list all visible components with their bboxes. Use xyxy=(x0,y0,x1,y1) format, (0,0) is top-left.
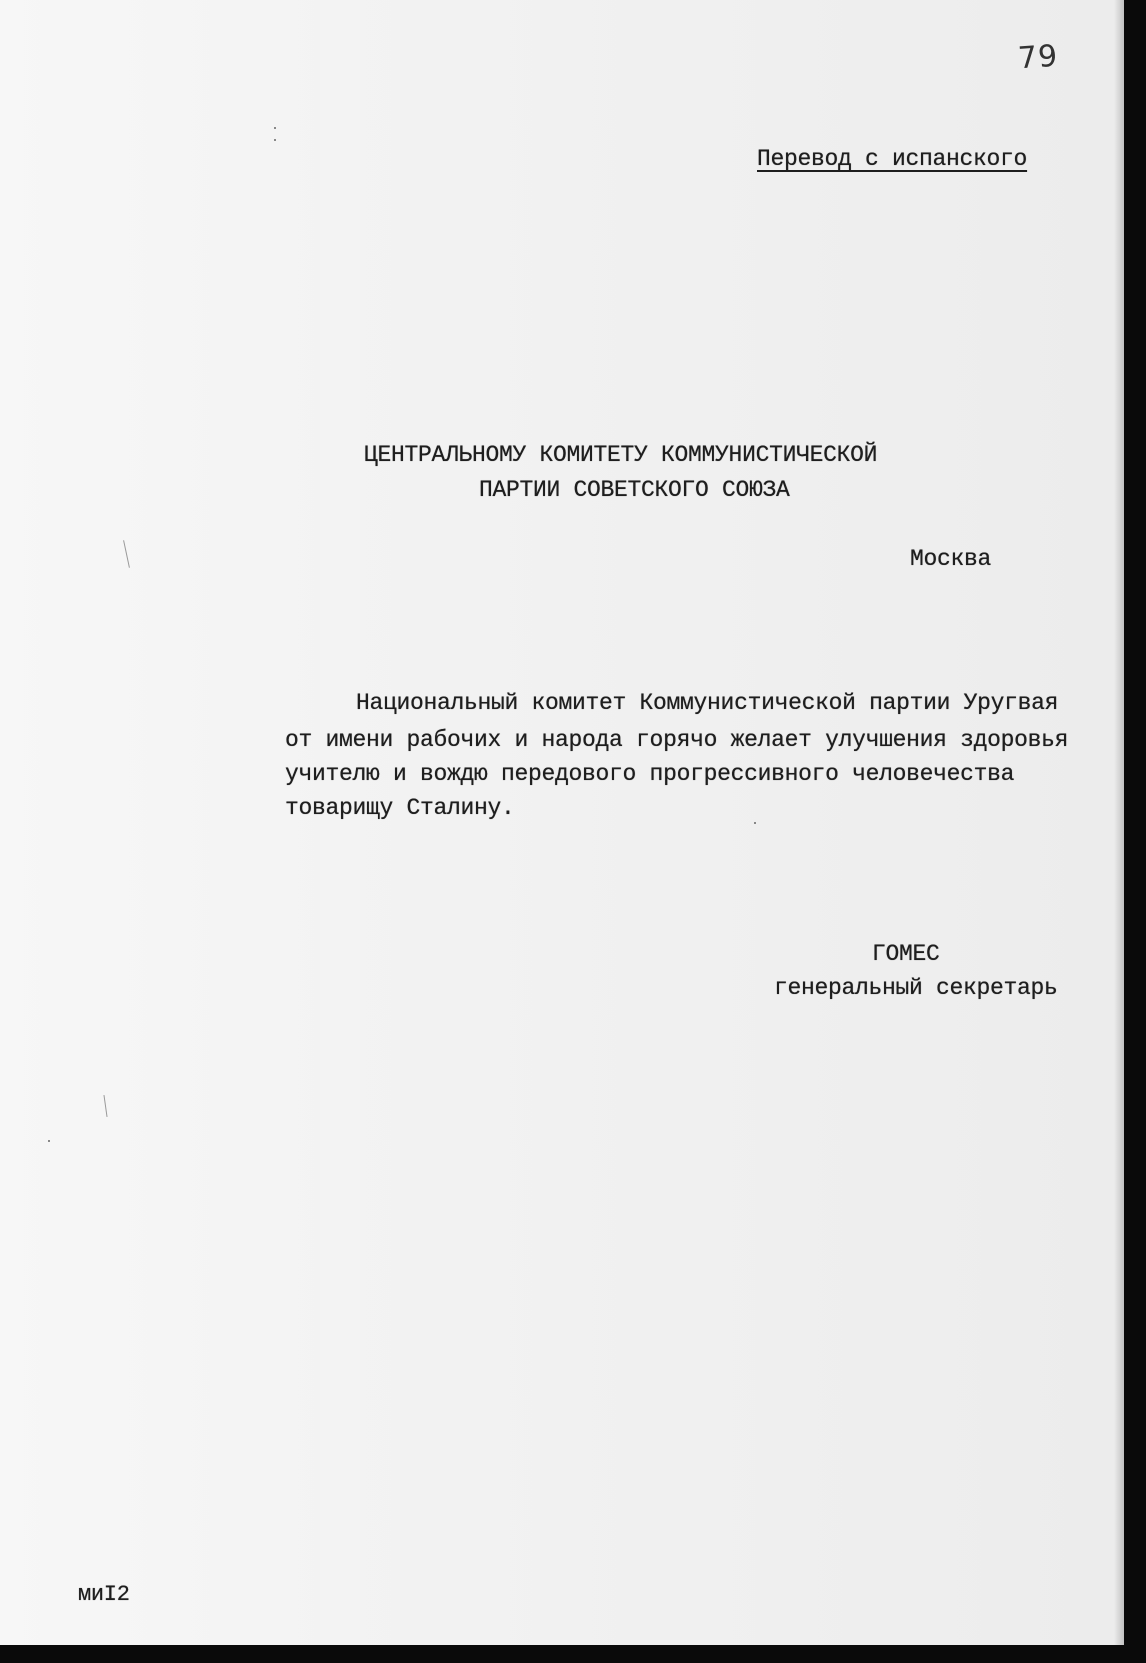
body-line-2: от имени рабочих и народа горячо желает улучшения здоровья xyxy=(285,727,1069,753)
addressee-line-1: ЦЕНТРАЛЬНОМУ КОМИТЕТУ КОММУНИСТИЧЕСКОЙ xyxy=(364,442,878,468)
signature-title: генеральный секретарь xyxy=(774,975,1058,1001)
body-line-1: Национальный комитет Коммунистической партии Уругвая xyxy=(356,690,1059,716)
scan-speck xyxy=(48,1140,50,1142)
city: Москва xyxy=(910,546,992,572)
body-line-3: учителю и вождю передового прогрессивного человечества xyxy=(285,761,1015,787)
scan-speck xyxy=(274,139,276,141)
translation-note: Перевод с испанского xyxy=(757,146,1028,172)
addressee-line-2: ПАРТИИ СОВЕТСКОГО СОЮЗА xyxy=(479,477,790,503)
scan-scratch xyxy=(103,1095,107,1117)
document-code: миI2 xyxy=(78,1582,130,1607)
scan-speck xyxy=(754,822,756,824)
body-line-4: товарищу Сталину. xyxy=(285,795,515,821)
scan-scratch xyxy=(123,540,130,568)
signature-name: ГОМЕС xyxy=(872,941,940,967)
page-number: 79 xyxy=(1016,38,1060,77)
scan-speck xyxy=(274,127,276,129)
